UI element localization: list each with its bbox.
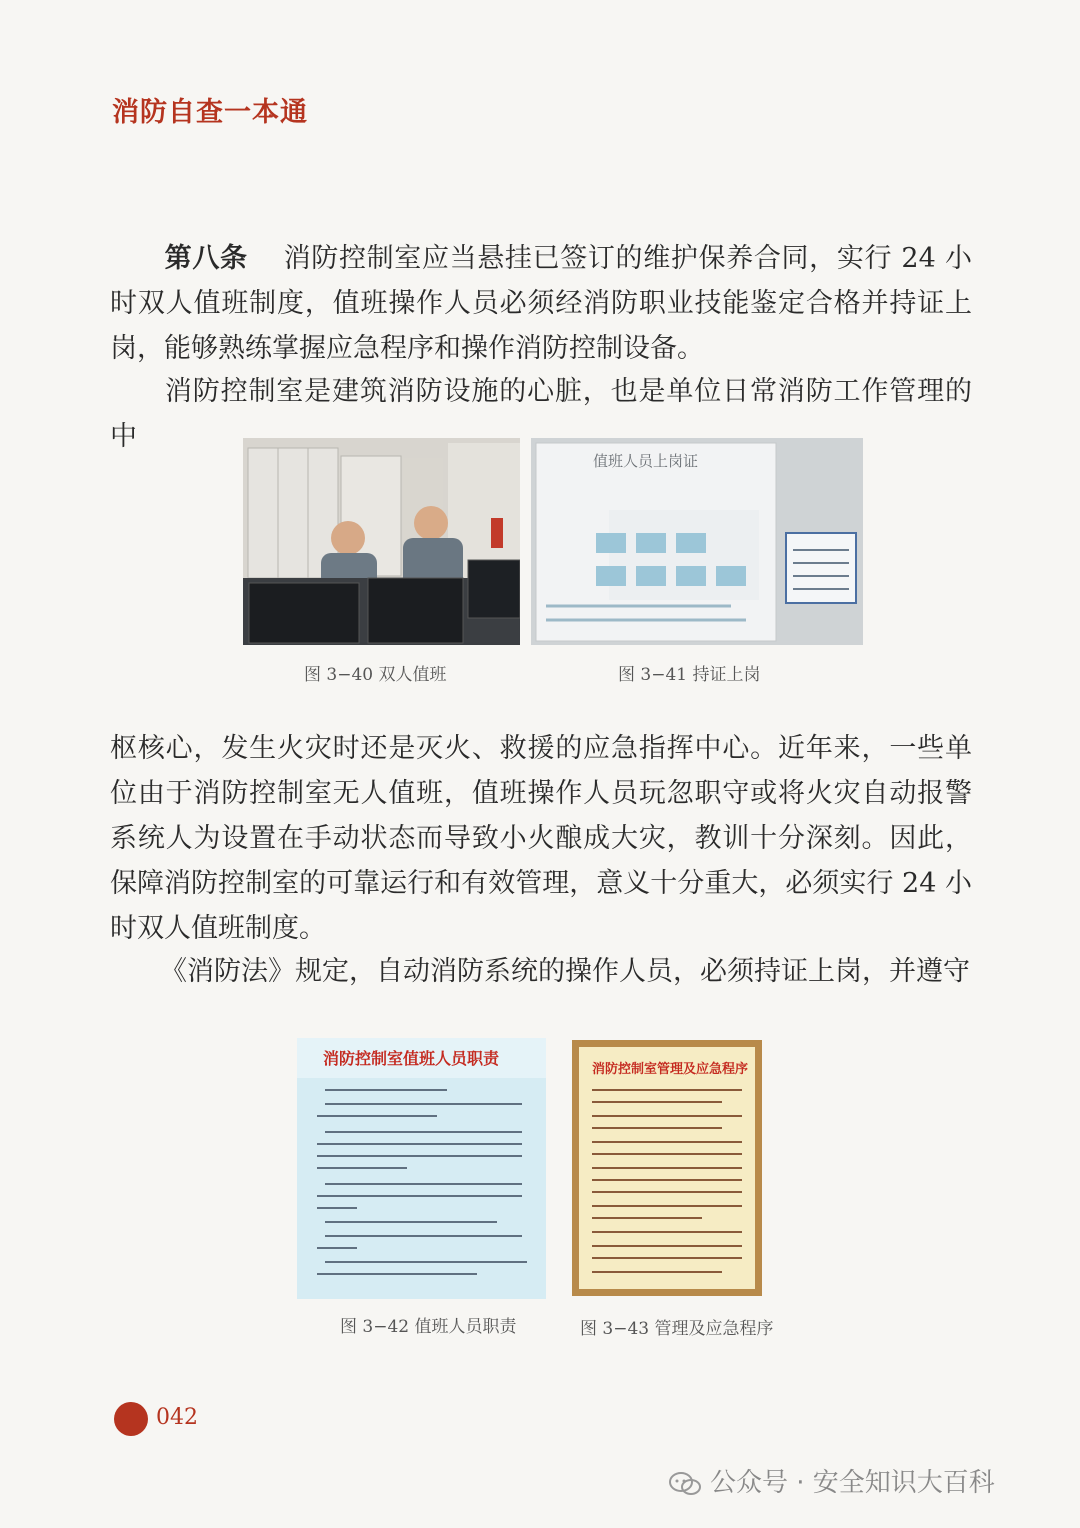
paragraph-control-room-core (110, 726, 972, 951)
paragraph-fire-law (110, 949, 972, 994)
poster-duty-responsibilities (297, 1038, 546, 1299)
wechat-watermark (668, 1462, 995, 1499)
figure-caption-3-41: 图 3−41 持证上岗 (618, 665, 761, 685)
article-text: 消防控制室应当悬挂已签订的维护保养合同，实行 24 小时双人值班制度，值班操作人员必须经消防职业技能鉴定合格并持证上岗，能够熟练掌握应急程序和操作消防控制设备。 (110, 243, 972, 364)
article-lead: 第八条 (164, 243, 248, 274)
photo-two-person-duty (243, 438, 520, 645)
figure-caption-3-43: 图 3−43 管理及应急程序 (580, 1319, 774, 1339)
poster-title-procedure: 消防控制室管理及应急程序 (592, 1062, 749, 1077)
figure-caption-3-40: 图 3−40 双人值班 (304, 665, 447, 685)
paragraph-article-8 (110, 236, 972, 371)
photo-certified-posting (531, 438, 863, 645)
paragraph-text: 枢核心，发生火灾时还是灭火、救援的应急指挥中心。近年来，一些单位由于消防控制室无人值班，值班操作人员玩忽职守或将火灾自动报警系统人为设置在手动状态而导致小火酿成大灾，教训十分深刻。因此，保障消防控制室的可靠运行和有效管理，意义十分重大，必须实行 24 小时双人值班制度。 (110, 733, 972, 944)
certificate-board-title: 值班人员上岗证 (593, 452, 699, 470)
page-number-dot (114, 1402, 148, 1436)
running-header-title: 消防自查一本通 (112, 97, 308, 128)
watermark-text: 公众号 · 安全知识大百科 (710, 1468, 995, 1498)
paragraph-text: 《消防法》规定，自动消防系统的操作人员，必须持证上岗，并遵守 (160, 956, 970, 987)
poster-emergency-procedure (572, 1040, 762, 1296)
wechat-icon (668, 1471, 702, 1497)
poster-title-duty: 消防控制室值班人员职责 (323, 1049, 500, 1068)
page-number: 042 (156, 1405, 198, 1430)
paragraph-text: 消防控制室是建筑消防设施的心脏，也是单位日常消防工作管理的中 (110, 376, 972, 452)
figure-caption-3-42: 图 3−42 值班人员职责 (340, 1317, 517, 1337)
